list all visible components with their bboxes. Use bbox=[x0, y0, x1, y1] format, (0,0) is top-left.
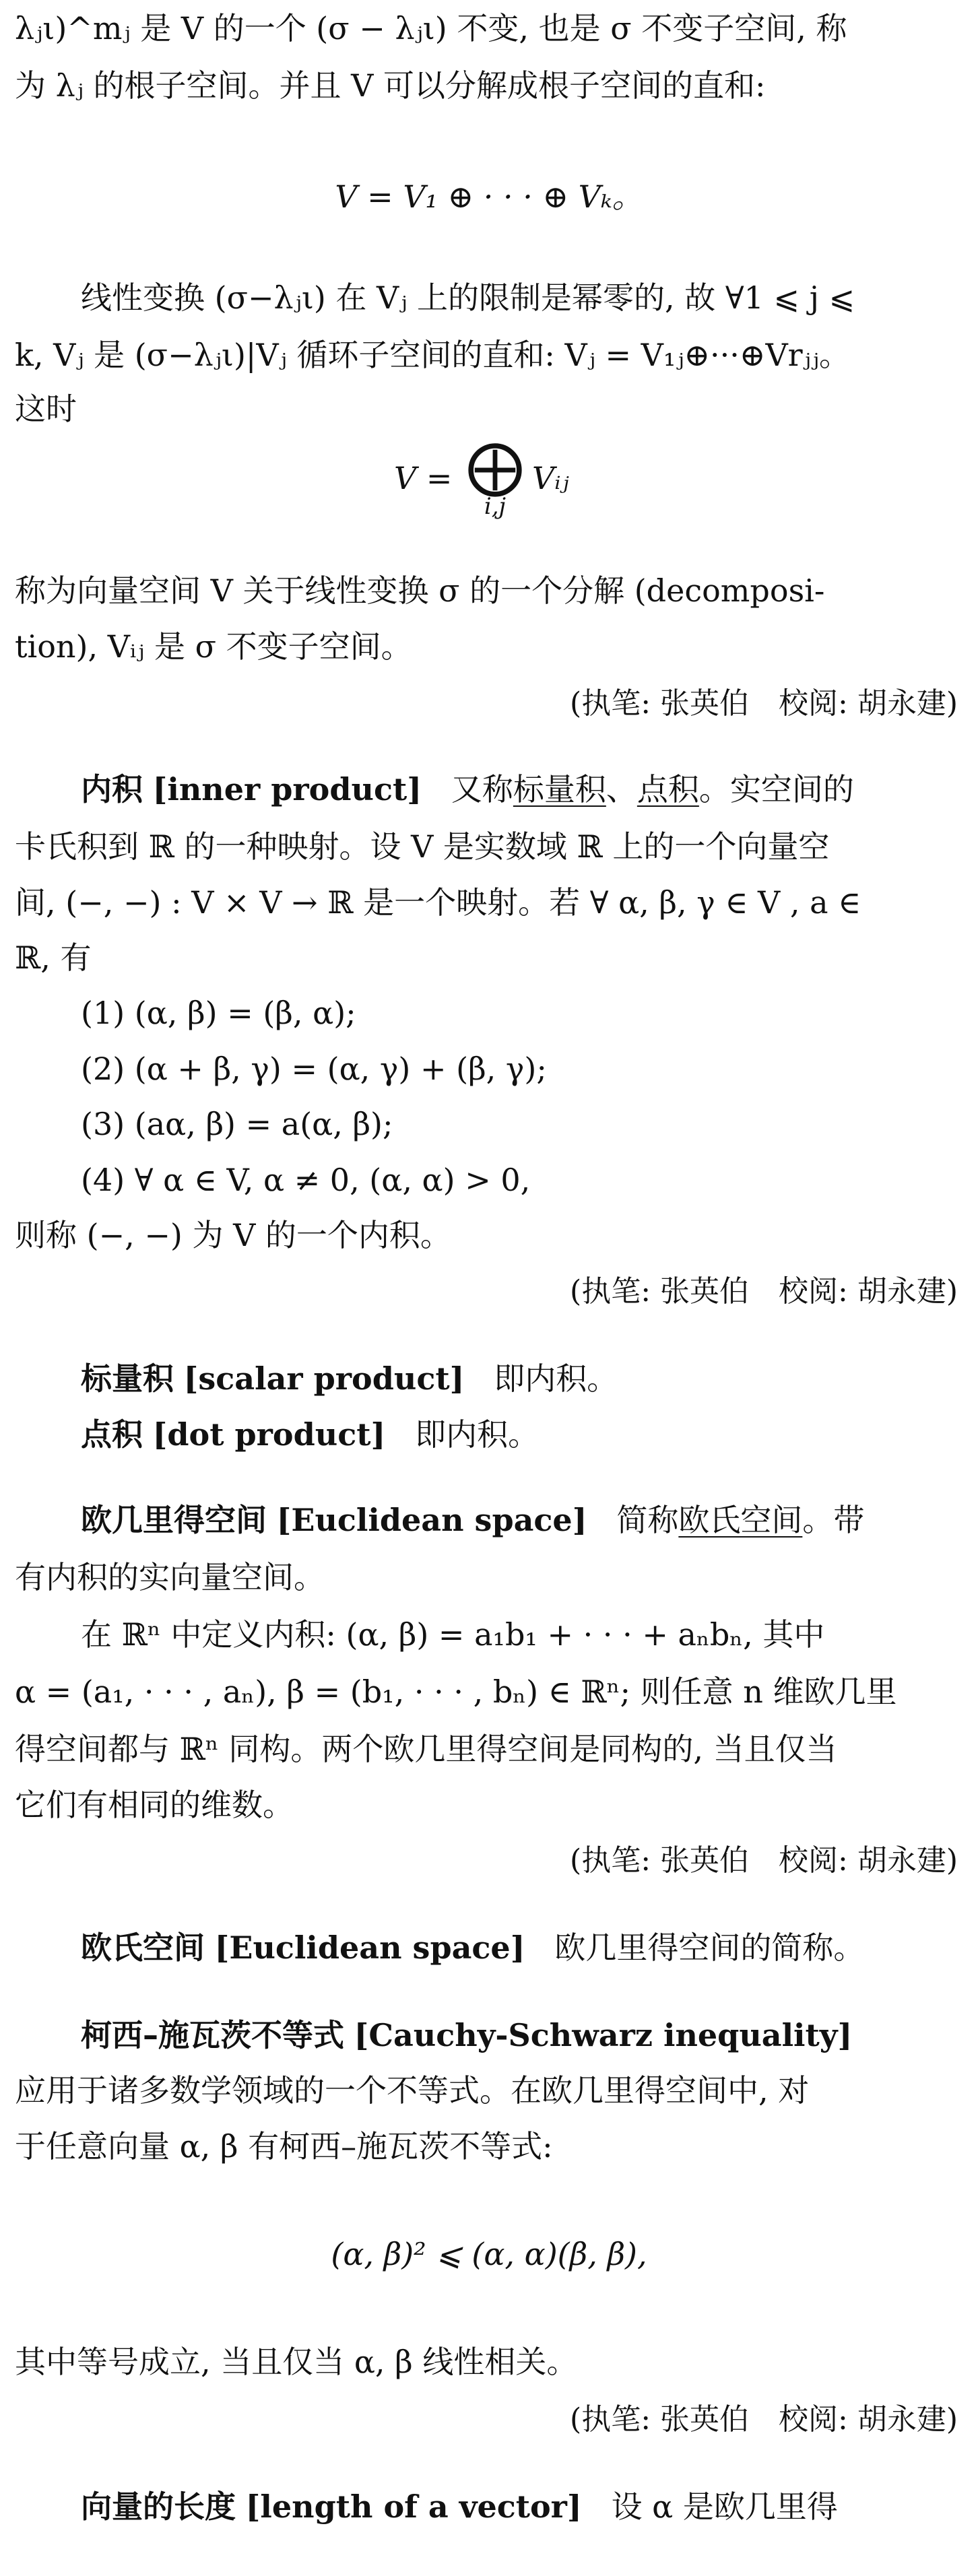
term-title-en: [Euclidean space] bbox=[276, 1502, 587, 1538]
text-line: 于任意向量 α, β 有柯西–施瓦茨不等式: bbox=[15, 2128, 553, 2165]
text-fragment: 设 α 是欧几里得 bbox=[611, 2488, 838, 2525]
big-oplus bbox=[465, 433, 525, 520]
entry-scalar-product bbox=[81, 1350, 963, 1408]
text-line: 得空间都与 ℝⁿ 同构。两个欧几里得空间是同构的, 当且仅当 bbox=[15, 1731, 837, 1767]
entry-euclidean-short bbox=[81, 1919, 963, 1977]
text-line: tion), Vᵢⱼ 是 σ 不变子空间。 bbox=[15, 628, 412, 665]
term-definition: 欧几里得空间的简称。 bbox=[554, 1929, 865, 1966]
text-line: 应用于诸多数学领域的一个不等式。在欧几里得空间中, 对 bbox=[15, 2072, 810, 2109]
text-line: 线性变换 (σ−λⱼι) 在 Vⱼ 上的限制是幂零的, 故 ∀1 ⩽ j ⩽ bbox=[81, 279, 855, 316]
term-title-zh: 点积 bbox=[81, 1416, 143, 1453]
formula-big-direct-sum bbox=[0, 433, 978, 546]
text-line: α = (a₁, · · · , aₙ), β = (b₁, · · · , bₙ) ∈ ℝⁿ; 则任意 n 维欧几里 bbox=[15, 1674, 897, 1710]
entry-euclidean-space bbox=[81, 1492, 963, 1549]
oplus-subscript: i,j bbox=[484, 493, 507, 520]
credit-line: (执笔: 张英伯 校阅: 胡永建) bbox=[570, 2402, 958, 2437]
credit-line: (执笔: 张英伯 校阅: 胡永建) bbox=[570, 1843, 958, 1878]
term-definition: 即内积。 bbox=[494, 1360, 618, 1397]
text-line: 为 λⱼ 的根子空间。并且 V 可以分解成根子空间的直和: bbox=[15, 67, 766, 104]
property-item: (2) (α + β, γ) = (α, γ) + (β, γ); bbox=[81, 1051, 547, 1087]
text-line: 在 ℝⁿ 中定义内积: (α, β) = a₁b₁ + · · · + aₙbₙ, 其中 bbox=[81, 1616, 825, 1653]
term-definition: 即内积。 bbox=[415, 1416, 540, 1453]
text-fragment: 。实空间的 bbox=[698, 771, 854, 807]
property-item: (1) (α, β) = (β, α); bbox=[81, 995, 356, 1031]
formula-right: Vᵢⱼ bbox=[532, 460, 569, 496]
term-title-zh: 欧几里得空间 bbox=[81, 1502, 267, 1538]
text-line: 称为向量空间 V 关于线性变换 σ 的一个分解 (decomposi- bbox=[15, 572, 825, 609]
entry-cauchy-schwarz bbox=[81, 2007, 963, 2064]
text-fragment: 、 bbox=[606, 771, 637, 807]
credit-line: (执笔: 张英伯 校阅: 胡永建) bbox=[570, 1274, 958, 1309]
formula-direct-sum: V = V₁ ⊕ · · · ⊕ Vₖ。 bbox=[335, 178, 643, 215]
text-line: ℝ, 有 bbox=[15, 939, 92, 976]
property-item: (4) ∀ α ∈ V, α ≠ 0, (α, α) > 0, bbox=[81, 1162, 531, 1198]
term-title-en: [length of a vector] bbox=[245, 2488, 582, 2525]
term-title-en: [Euclidean space] bbox=[214, 1929, 525, 1966]
text-line: 卡氏积到 ℝ 的一种映射。设 V 是实数域 ℝ 上的一个向量空 bbox=[15, 828, 830, 865]
text-line: λⱼι)^mⱼ 是 V 的一个 (σ − λⱼι) 不变, 也是 σ 不变子空间, 称 bbox=[15, 10, 847, 46]
term-title-en: [inner product] bbox=[152, 771, 422, 807]
term-title-en: [scalar product] bbox=[183, 1360, 465, 1397]
text-line: 则称 (−, −) 为 V 的一个内积。 bbox=[15, 1217, 451, 1253]
text-line: 它们有相同的维数。 bbox=[15, 1787, 294, 1823]
crossref-link[interactable]: 点积 bbox=[637, 771, 699, 807]
credit-line: (执笔: 张英伯 校阅: 胡永建) bbox=[570, 686, 958, 721]
text-line: k, Vⱼ 是 (σ−λⱼι)|Vⱼ 循环子空间的直和: Vⱼ = V₁ⱼ⊕···⊕Vrⱼⱼ。 bbox=[15, 337, 850, 373]
text-fragment: 又称 bbox=[451, 771, 513, 807]
oplus-symbol: ⨁ bbox=[467, 433, 523, 499]
formula-cauchy-schwarz: (α, β)² ⩽ (α, α)(β, β), bbox=[331, 2236, 647, 2272]
property-item: (3) (aα, β) = a(α, β); bbox=[81, 1106, 393, 1142]
crossref-link[interactable]: 欧氏空间 bbox=[678, 1502, 803, 1538]
text-line: 其中等号成立, 当且仅当 α, β 线性相关。 bbox=[15, 2344, 578, 2380]
crossref-link[interactable]: 标量积 bbox=[513, 771, 606, 807]
entry-dot-product bbox=[81, 1406, 963, 1463]
term-title-zh: 标量积 bbox=[81, 1360, 174, 1397]
term-title-en: [Cauchy-Schwarz inequality] bbox=[354, 2017, 853, 2053]
term-title-zh: 欧氏空间 bbox=[81, 1929, 205, 1966]
text-line: 这时 bbox=[15, 391, 77, 427]
term-title-zh: 柯西–施瓦茨不等式 bbox=[81, 2017, 344, 2053]
text-line: 间, (−, −) : V × V → ℝ 是一个映射。若 ∀ α, β, γ ∈ V , a ∈ bbox=[15, 884, 861, 921]
text-fragment: 。带 bbox=[802, 1502, 865, 1538]
text-fragment: 简称 bbox=[616, 1502, 679, 1538]
term-title-zh: 向量的长度 bbox=[81, 2488, 236, 2525]
term-title-zh: 内积 bbox=[81, 771, 143, 807]
formula-left: V = bbox=[394, 460, 453, 496]
text-line: 有内积的实向量空间。 bbox=[15, 1559, 325, 1595]
term-title-en: [dot product] bbox=[152, 1416, 386, 1453]
entry-vector-length bbox=[81, 2478, 963, 2536]
entry-inner-product bbox=[81, 761, 963, 818]
